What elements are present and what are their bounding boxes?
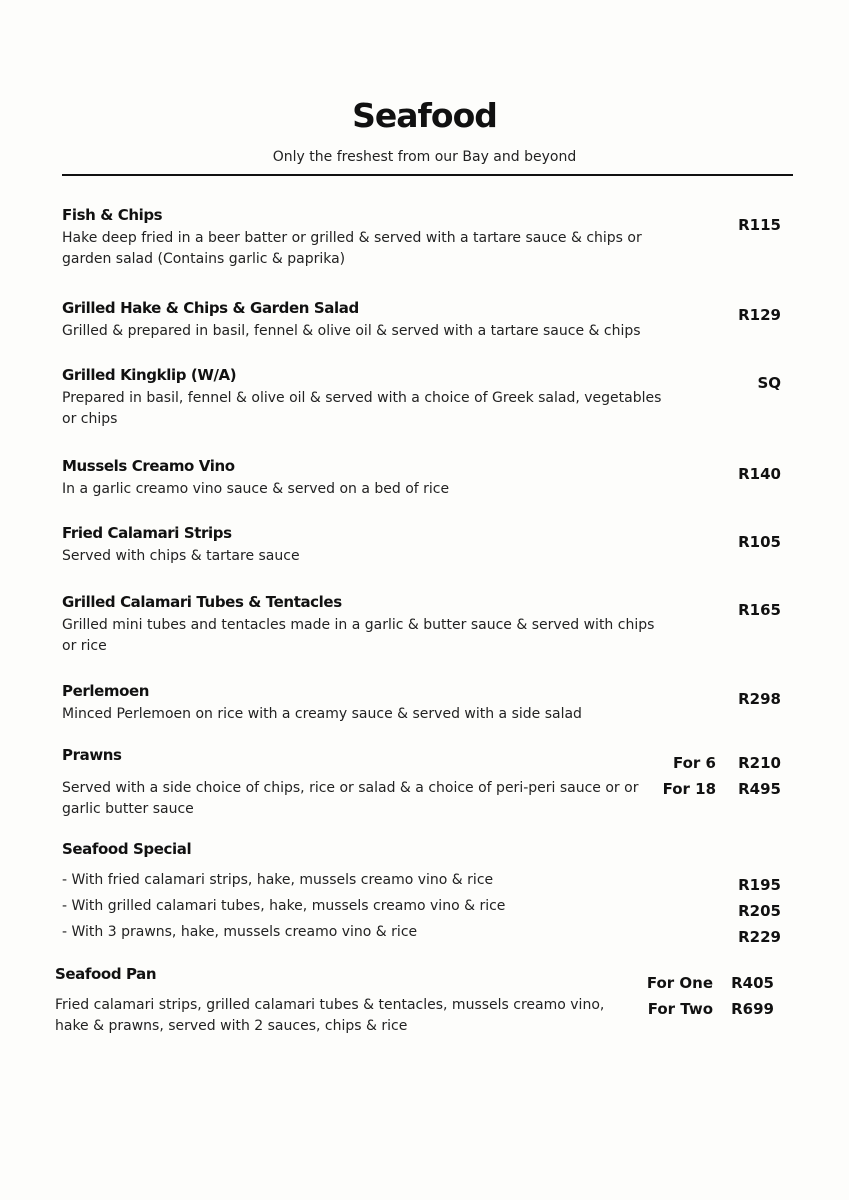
item-price: R115 [738, 216, 781, 234]
menu-item-seafood-pan [55, 965, 793, 1045]
menu-item-fish-and-chips [62, 206, 793, 276]
option-price: R229 [738, 928, 781, 946]
item-name: Grilled Calamari Tubes & Tentacles [62, 593, 342, 611]
menu-item-perlemoen [62, 682, 793, 732]
menu-item-prawns [62, 746, 793, 821]
page-subtitle: Only the freshest from our Bay and beyond [272, 149, 577, 165]
item-description: Fried calamari strips, grilled calamari tubes & tentacles, mussels creamo vino, hake & prawns, served with 2 sauces, chips & rice [55, 997, 605, 1034]
portion-label: For 6 [672, 754, 716, 772]
item-name: Seafood Special [62, 840, 192, 858]
portion-label: For One [646, 974, 713, 992]
menu-item-grilled-calamari-tubes [62, 593, 793, 663]
option-price: R205 [738, 902, 781, 920]
menu-item-grilled-hake [62, 299, 793, 349]
item-name: Grilled Hake & Chips & Garden Salad [62, 299, 359, 317]
menu-item-mussels-creamo-vino [62, 457, 793, 507]
item-name: Prawns [62, 746, 122, 764]
header-divider [62, 174, 793, 176]
page-title: Seafood [352, 96, 497, 135]
item-price: R105 [738, 533, 781, 551]
item-description: In a garlic creamo vino sauce & served on a bed of rice [62, 481, 450, 497]
item-price: SQ [757, 374, 781, 392]
item-name: Fish & Chips [62, 206, 163, 224]
option-description: - With grilled calamari tubes, hake, mussels creamo vino & rice [62, 898, 506, 914]
option-price: R195 [738, 876, 781, 894]
portion-price: R699 [731, 1000, 774, 1018]
item-name: Grilled Kingklip (W/A) [62, 366, 237, 384]
item-description: Served with a side choice of chips, rice or salad & a choice of peri-peri sauce or or garlic butter sauce [62, 780, 639, 817]
item-description: Grilled & prepared in basil, fennel & olive oil & served with a tartare sauce & chips [62, 323, 641, 339]
item-price: R140 [738, 465, 781, 483]
item-price: R165 [738, 601, 781, 619]
portion-price: R495 [738, 780, 781, 798]
menu-item-fried-calamari-strips [62, 524, 793, 574]
item-description: Minced Perlemoen on rice with a creamy sauce & served with a side salad [62, 706, 582, 722]
portion-label: For 18 [662, 780, 716, 798]
portion-label: For Two [647, 1000, 713, 1018]
item-name: Mussels Creamo Vino [62, 457, 235, 475]
item-name: Perlemoen [62, 682, 150, 700]
item-name: Fried Calamari Strips [62, 524, 232, 542]
portion-price: R210 [738, 754, 781, 772]
option-description: - With 3 prawns, hake, mussels creamo vino & rice [62, 924, 418, 940]
item-price: R129 [738, 306, 781, 324]
item-description: Grilled mini tubes and tentacles made in a garlic & butter sauce & served with chips or rice [62, 617, 655, 654]
item-description: Hake deep fried in a beer batter or grilled & served with a tartare sauce & chips or garden salad (Contains garlic & paprika) [62, 230, 642, 267]
item-name: Seafood Pan [55, 965, 157, 983]
portion-price: R405 [731, 974, 774, 992]
item-description: Prepared in basil, fennel & olive oil & served with a choice of Greek salad, vegetables or chips [62, 390, 662, 427]
menu-item-grilled-kingklip [62, 366, 793, 436]
item-price: R298 [738, 690, 781, 708]
menu-item-seafood-special [62, 840, 793, 950]
option-description: - With fried calamari strips, hake, mussels creamo vino & rice [62, 872, 494, 888]
item-description: Served with chips & tartare sauce [62, 548, 300, 564]
